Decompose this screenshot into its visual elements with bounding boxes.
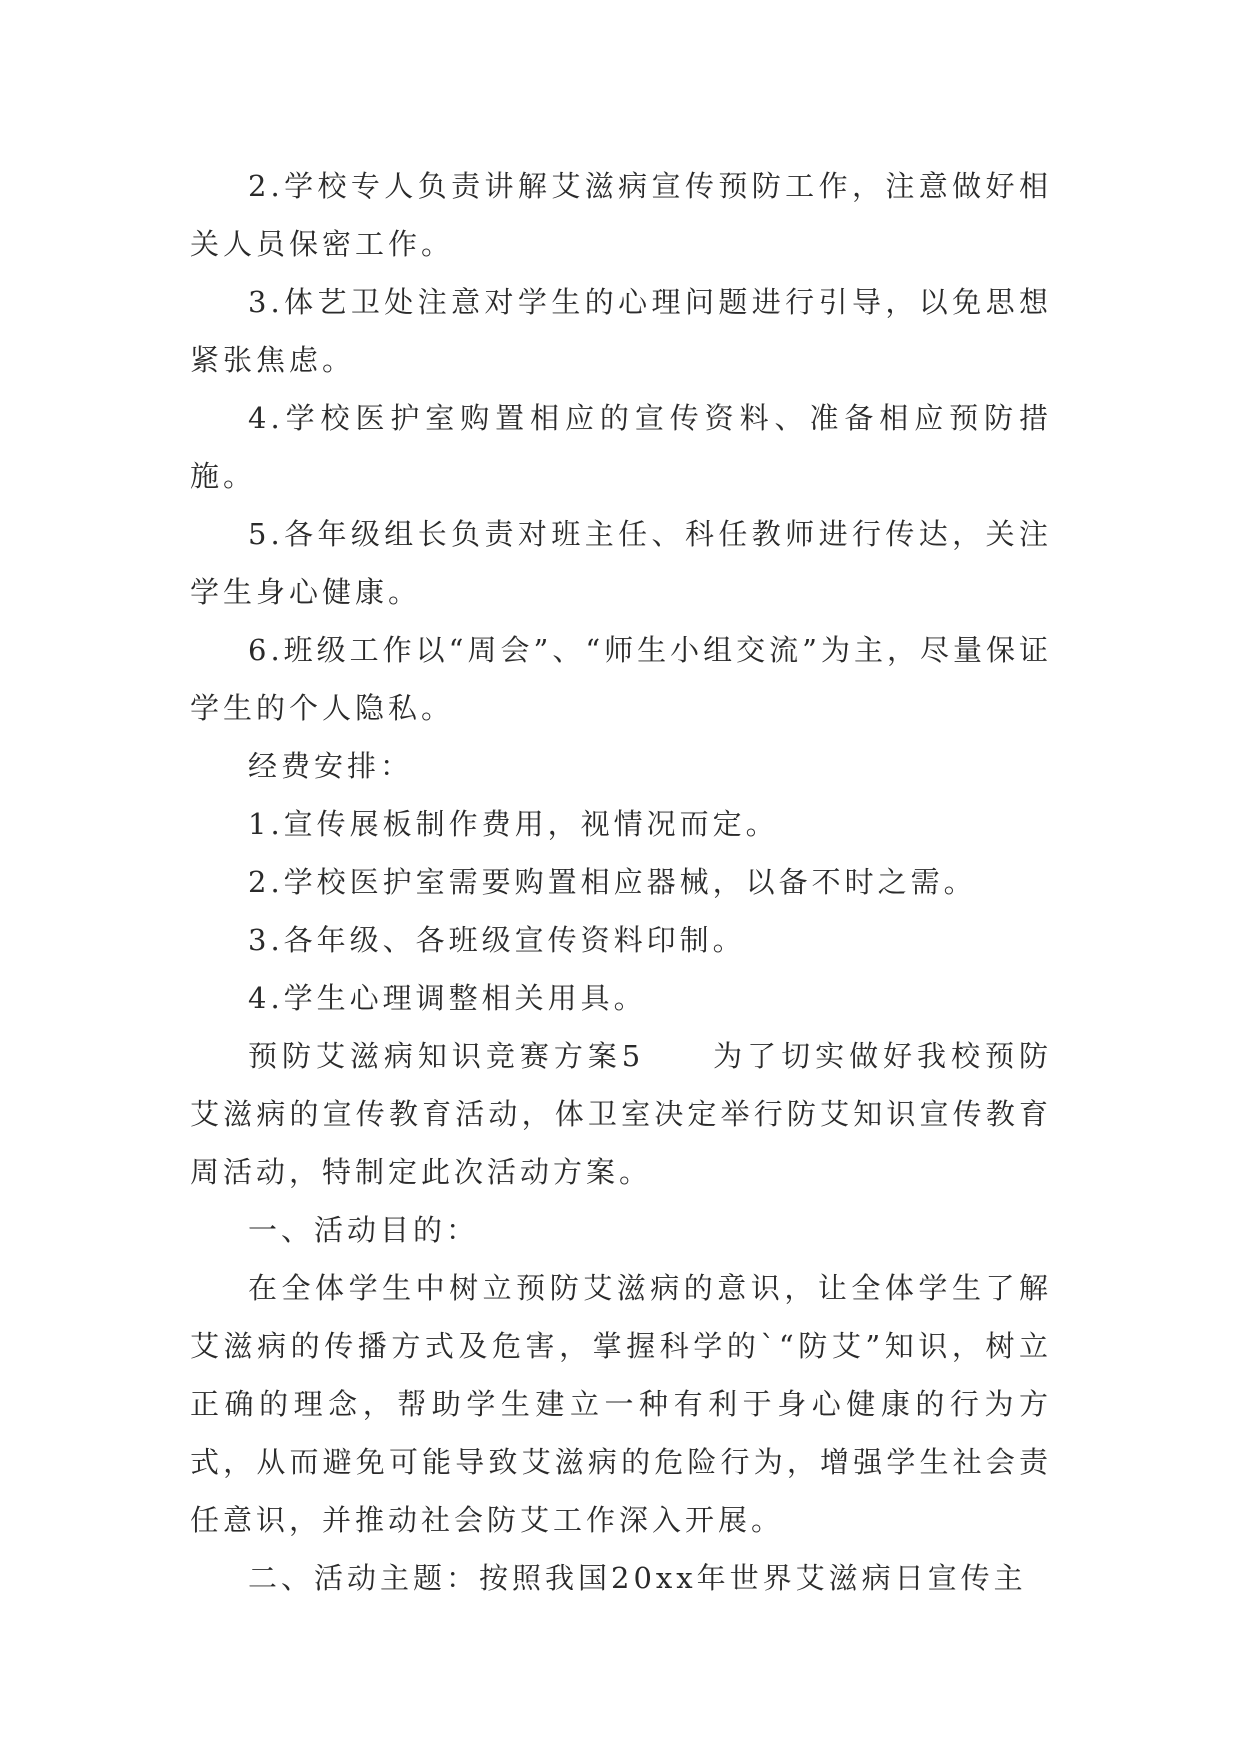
- paragraph-item-4-materials: 4.学校医护室购置相应的宣传资料、准备相应预防措施。: [190, 401, 1052, 493]
- funding-item-2: 2.学校医护室需要购置相应器械，以备不时之需。: [248, 865, 977, 899]
- section-heading-funding: 经费安排：: [248, 749, 414, 783]
- paragraph-item-5-grade-leaders: 5.各年级组长负责对班主任、科任教师进行传达，关注学生身心健康。: [190, 517, 1052, 609]
- funding-item-3: 3.各年级、各班级宣传资料印制。: [248, 923, 746, 957]
- document-body: [190, 157, 1052, 1607]
- section-heading-theme: 二、活动主题：按照我国20xx年世界艾滋病日宣传主: [248, 1561, 1027, 1595]
- purpose-paragraph: 在全体学生中树立预防艾滋病的意识，让全体学生了解艾滋病的传播方式及危害，掌握科学的`“防艾”知识，树立正确的理念，帮助学生建立一种有利于身心健康的行为方式，从而避免可能导致艾滋病的危险行为，增强学生社会责任意识，并推动社会防艾工作深入开展。: [190, 1271, 1052, 1537]
- paragraph-item-2-confidentiality: 2.学校专人负责讲解艾滋病宣传预防工作，注意做好相关人员保密工作。: [190, 169, 1052, 261]
- funding-item-4: 4.学生心理调整相关用具。: [248, 981, 647, 1015]
- section-heading-purpose: 一、活动目的：: [248, 1213, 480, 1247]
- paragraph-item-3-psychological-guidance: 3.体艺卫处注意对学生的心理问题进行引导，以免思想紧张焦虑。: [190, 285, 1052, 377]
- paragraph-item-6-class-work: 6.班级工作以“周会”、“师生小组交流”为主，尽量保证学生的个人隐私。: [190, 633, 1052, 725]
- plan-5-intro: 预防艾滋病知识竞赛方案5 为了切实做好我校预防艾滋病的宣传教育活动，体卫室决定举行防艾知识宣传教育周活动，特制定此次活动方案。: [190, 1039, 1052, 1189]
- funding-item-1: 1.宣传展板制作费用，视情况而定。: [248, 807, 779, 841]
